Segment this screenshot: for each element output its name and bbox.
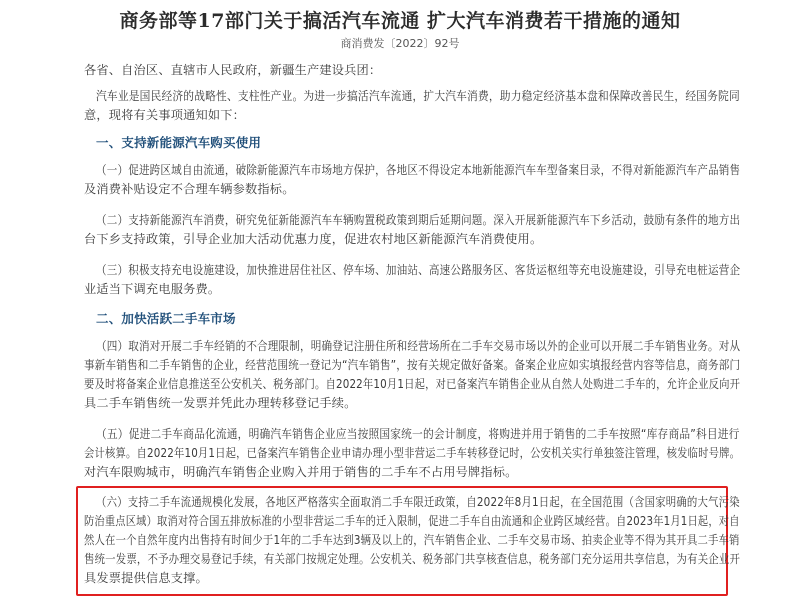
paragraph-line: 会计核算。自2022年10月1日起，已备案汽车销售企业申请办理小型非营运二手车转移登记时，公安机关实行单独签注管理，核发临时号牌。 xyxy=(84,446,741,460)
paragraph-line: （一）促进跨区域自由流通，破除新能源汽车市场地方保护，各地区不得设定本地新能源汽车车型备案目录，不得对新能源汽车产品销售 xyxy=(96,163,741,177)
salutation: 各省、自治区、直辖市人民政府，新疆生产建设兵团： xyxy=(84,63,382,77)
highlighted-line: 然人在一个自然年度内出售持有时间少于1年的二手车达到3辆及以上的，汽车销售企业、二手车交易市场、拍卖企业等不得为其开具二手车销 xyxy=(84,533,740,547)
document-number: 商消费发〔2022〕92号 xyxy=(340,37,460,50)
paragraph-line: 意，现将有关事项通知如下： xyxy=(84,108,246,122)
highlighted-line: （六）支持二手车流通规模化发展，各地区严格落实全面取消二手车限迁政策，自2022年8月1日起，在全国范围（含国家明确的大气污染 xyxy=(96,495,740,509)
paragraph-line: （三）积极支持充电设施建设，加快推进居住社区、停车场、加油站、高速公路服务区、客货运枢纽等充电设施建设，引导充电桩运营企 xyxy=(96,263,741,277)
paragraph-line: 要及时将备案企业信息推送至公安机关、税务部门。自2022年10月1日起，对已备案汽车销售企业从自然人处购进二手车的，允许企业反向开 xyxy=(84,377,741,391)
highlighted-line: 具发票提供信息支撑。 xyxy=(84,571,208,585)
section-heading-1: 一、支持新能源汽车购买使用 xyxy=(96,135,262,150)
paragraph-line: 具二手车销售统一发票并凭此办理转移登记手续。 xyxy=(84,396,357,410)
paragraph-line: 台下乡支持政策，引导企业加大活动优惠力度，促进农村地区新能源汽车消费使用。 xyxy=(84,232,543,246)
paragraph-line: （五）促进二手车商品化流通，明确汽车销售企业应当按照国家统一的会计制度，将购进并用于销售的二手车按照“库存商品”科目进行 xyxy=(96,427,740,441)
paragraph-line: （四）取消对开展二手车经销的不合理限制，明确登记注册住所和经营场所在二手车交易市场以外的企业可以开展二手车销售业务。对从 xyxy=(96,339,741,353)
document-title: 商务部等17部门关于搞活汽车流通 扩大汽车消费若干措施的通知 xyxy=(119,10,681,32)
paragraph-line: 事新车销售和二手车销售的企业，经营范围统一登记为“汽车销售”，按有关规定做好备案。备案企业应如实填报经营内容等信息，商务部门 xyxy=(84,358,741,372)
highlighted-line: 防治重点区域）取消对符合国五排放标准的小型非营运二手车的迁入限制，促进二手车自由流通和企业跨区域经营。自2023年1月1日起，对自 xyxy=(84,514,740,528)
paragraph-line: 对汽车限购城市，明确汽车销售企业购入并用于销售的二手车不占用号牌指标。 xyxy=(84,465,518,479)
paragraph-line: 及消费补贴设定不合理车辆参数指标。 xyxy=(84,182,295,196)
highlighted-line: 售统一发票，不予办理交易登记手续，有关部门按规定处理。公安机关、税务部门共享核查信息，税务部门充分运用共享信息，为有关企业开 xyxy=(84,552,741,566)
section-heading-2: 二、加快活跃二手车市场 xyxy=(96,311,236,326)
paragraph-line: 汽车业是国民经济的战略性、支柱性产业。为进一步搞活汽车流通，扩大汽车消费，助力稳定经济基本盘和保障改善民生，经国务院同 xyxy=(96,89,740,103)
paragraph-line: 业适当下调充电服务费。 xyxy=(84,282,221,296)
paragraph-line: （二）支持新能源汽车消费，研究免征新能源汽车车辆购置税政策到期后延期问题。深入开展新能源汽车下乡活动，鼓励有条件的地方出 xyxy=(96,213,741,227)
